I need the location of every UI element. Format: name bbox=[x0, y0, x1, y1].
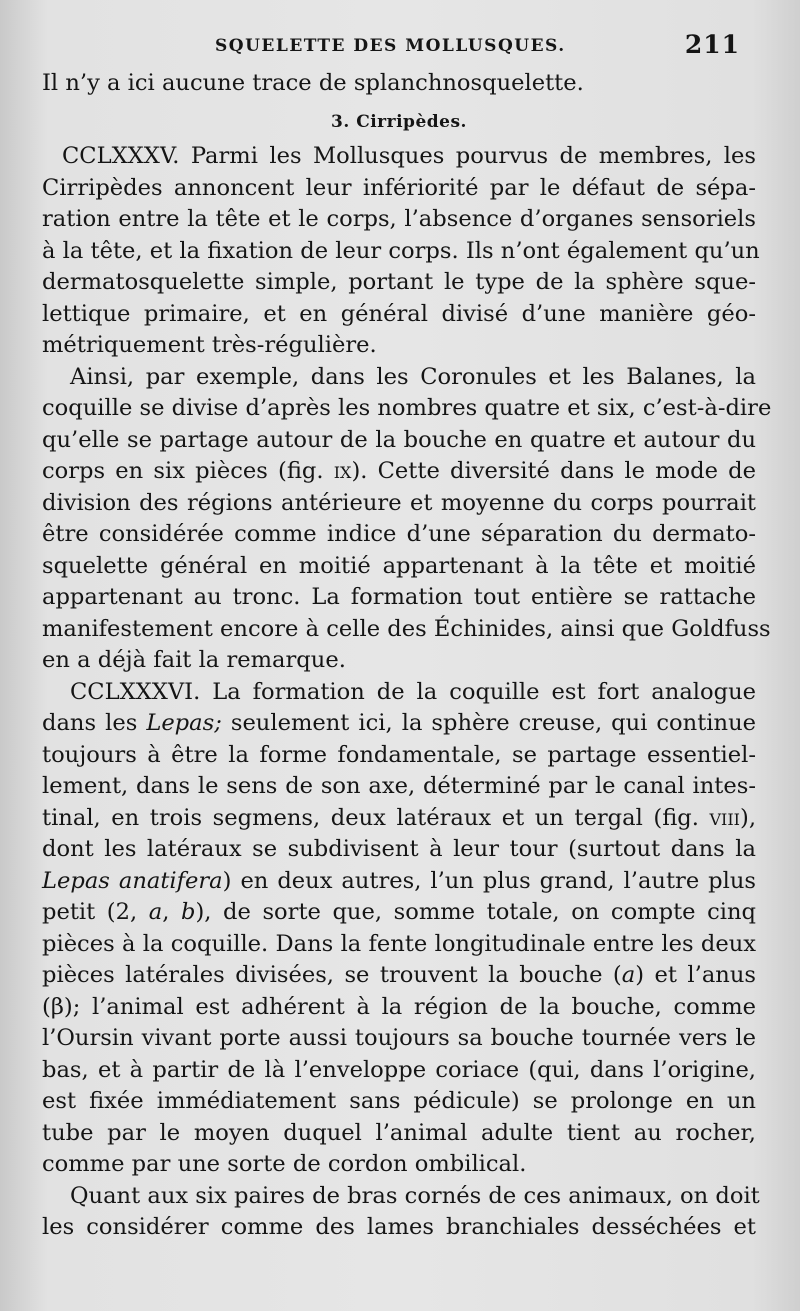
running-title: SQUELETTE DES MOLLUSQUES. bbox=[215, 36, 566, 56]
intro-line: Il n’y a ici aucune trace de splanchnosquelette. bbox=[42, 70, 584, 96]
genus-name: Lepas; bbox=[146, 710, 222, 736]
text-line: ration entre la tête et le corps, l’absence d’organes sensoriels bbox=[42, 206, 756, 232]
text-line: appartenant au tronc. La formation tout entière se rattache bbox=[42, 584, 756, 610]
text-line: dont les latéraux se subdivisent à leur tour (surtout dans la bbox=[42, 836, 756, 862]
species-name: Lepas anatifera bbox=[42, 867, 223, 894]
text-line: en a déjà fait la remarque. bbox=[42, 647, 346, 673]
text-line: squelette général en moitié appartenant à la tête et moitié bbox=[42, 552, 756, 579]
figure-ref: viii bbox=[709, 804, 740, 831]
text-line: division des régions antérieure et moyenne du corps pourrait bbox=[42, 489, 756, 516]
text-line: à la tête, et la fixation de leur corps. Ils n’ont également qu’un bbox=[42, 237, 760, 264]
text-line: CCLXXXV. Parmi les Mollusques pourvus de membres, les bbox=[62, 143, 756, 169]
text-line: l’Oursin vivant porte aussi toujours sa bouche tournée vers le bbox=[42, 1025, 756, 1051]
text-line: lement, dans le sens de son axe, déterminé par le canal intes- bbox=[42, 773, 756, 799]
text-line: Quant aux six paires de bras cornés de ces animaux, on doit bbox=[70, 1182, 760, 1209]
text-line: est fixée immédiatement sans pédicule) se prolonge en un bbox=[42, 1088, 756, 1114]
figure-letter: b bbox=[181, 899, 196, 925]
section-title: 3. Cirripèdes. bbox=[331, 111, 467, 132]
paragraph-cclxxxv bbox=[42, 141, 760, 362]
figure-ref: ix bbox=[333, 458, 352, 484]
text-line: (β); l’animal est adhérent à la région de la bouche, comme bbox=[42, 993, 756, 1020]
running-head bbox=[215, 30, 740, 60]
text-line: dans les Lepas; seulement ici, la sphère creuse, qui continue bbox=[42, 710, 756, 736]
text-line: manifestement encore à celle des Échinides, ainsi que Goldfuss bbox=[42, 615, 771, 642]
text-line: petit (2, a, b), de sorte que, somme totale, on compte cinq bbox=[42, 899, 756, 925]
body-text bbox=[42, 68, 772, 1244]
text-line: Ainsi, par exemple, dans les Coronules et les Balanes, la bbox=[70, 363, 756, 390]
text-line: bas, et à partir de là l’enveloppe coriace (qui, dans l’origine, bbox=[42, 1056, 756, 1083]
text-line: être considérée comme indice d’une séparation du dermato- bbox=[42, 521, 756, 547]
text-line: Cirripèdes annoncent leur infériorité par le défaut de sépa- bbox=[42, 174, 756, 201]
text-line: coquille se divise d’après les nombres quatre et six, c’est-à-dire bbox=[42, 395, 772, 421]
text-line: lettique primaire, et en général divisé d’une manière géo- bbox=[42, 300, 756, 327]
text-line: pièces à la coquille. Dans la fente longitudinale entre les deux bbox=[42, 930, 756, 957]
page-number: 211 bbox=[684, 30, 740, 59]
paragraph-quant bbox=[42, 1181, 760, 1244]
text-line: toujours à être la forme fondamentale, se partage essentiel- bbox=[42, 741, 756, 768]
text-line: comme par une sorte de cordon ombilical. bbox=[42, 1151, 527, 1177]
text-line: qu’elle se partage autour de la bouche en quatre et autour du bbox=[42, 426, 756, 453]
section-numeral: CCLXXXVI. bbox=[70, 678, 201, 705]
text-line: tube par le moyen duquel l’animal adulte tient au rocher, bbox=[42, 1119, 756, 1146]
text-line: tinal, en trois segmens, deux latéraux et un tergal (fig. viii), bbox=[42, 804, 756, 831]
paragraph-cclxxxvi bbox=[42, 677, 756, 1181]
text-line: Lepas anatifera) en deux autres, l’un plus grand, l’autre plus bbox=[42, 867, 756, 894]
text-line: corps en six pièces (fig. ix). Cette diversité dans le mode de bbox=[42, 458, 757, 484]
figure-letter: a bbox=[148, 899, 163, 925]
paragraph-ainsi bbox=[42, 362, 772, 677]
text-line: dermatosquelette simple, portant le type de la sphère sque- bbox=[42, 269, 756, 295]
text-line: métriquement très-régulière. bbox=[42, 332, 377, 358]
figure-letter: a bbox=[621, 962, 636, 988]
text-line: pièces latérales divisées, se trouvent la bouche (a) et l’anus bbox=[42, 962, 756, 988]
text-line: les considérer comme des lames branchiales desséchées et bbox=[42, 1214, 756, 1240]
section-numeral: CCLXXXV. bbox=[62, 143, 180, 169]
text-line: CCLXXXVI. La formation de la coquille est fort analogue bbox=[70, 678, 757, 705]
